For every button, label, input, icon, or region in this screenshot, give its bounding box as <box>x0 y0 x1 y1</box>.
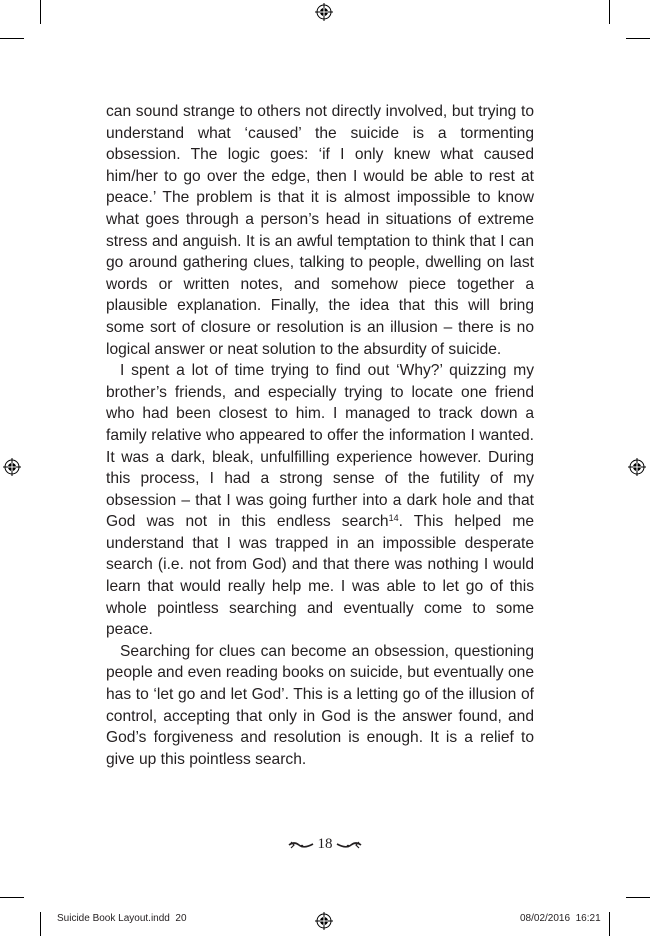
fleuron-left-icon <box>288 840 314 850</box>
slug-file-name: Suicide Book Layout.indd <box>57 913 170 924</box>
page-folio <box>0 836 650 853</box>
crop-mark-bottom-right-horizontal <box>626 897 650 898</box>
registration-mark-icon <box>315 912 333 930</box>
paragraph-text: I spent a lot of time trying to find out ‘Why?’ quizzing my brother’s friends, and especially trying to locate one friend who had been closest to him. I managed to track down a family relative who appeared to offer the information I wanted. It was a dark, bleak, unfulfilling experience however. During this process, I had a strong sense of the futility of my obsession – that I was going further into a dark hole and that God was not in this endless search <box>106 362 534 531</box>
paragraph-text-continued: . This helped me understand that I was trapped in an impossible desperate search (i.e. not from God) and that there was nothing I would learn that would really help me. I was able to let go of this whole pointless searching and eventually come to some peace. <box>106 513 534 639</box>
slug-date: 08/02/2016 <box>520 913 571 924</box>
page-number: 18 <box>317 836 333 852</box>
footnote-reference[interactable]: 14 <box>388 513 399 524</box>
crop-mark-bottom-left-vertical <box>40 912 41 936</box>
crop-mark-top-left-vertical <box>40 0 41 24</box>
registration-mark-icon <box>628 458 646 476</box>
body-text <box>106 101 534 770</box>
fleuron-right-icon <box>336 840 362 850</box>
slug-file-page: 20 <box>175 913 187 924</box>
crop-mark-bottom-right-vertical <box>609 912 610 936</box>
crop-mark-top-right-vertical <box>609 0 610 24</box>
registration-mark-icon <box>3 458 21 476</box>
slug-time: 16:21 <box>575 913 601 924</box>
crop-mark-top-right-horizontal <box>626 38 650 39</box>
slug-file-info <box>57 913 187 924</box>
paragraph: can sound strange to others not directly involved, but trying to understand what ‘caused’ the suicide is a tormenting obsession. The logic goes: ‘if I only knew what caused him/her to go over the edge, then I would be able to rest at peace.’ The problem is that it is almost impossible to know what goes through a person’s head in situations of extreme stress and anguish. It is an awful temptation to think that I can go around gathering clues, talking to people, dwelling on last words or written notes, and somehow piece together a plausible explanation. Finally, the idea that this will bring some sort of closure or resolution is an illusion – there is no logical answer or neat solution to the absurdity of suicide. <box>106 103 534 358</box>
paragraph <box>106 360 534 641</box>
registration-mark-icon <box>315 3 333 21</box>
slug-date-info <box>520 913 601 924</box>
paragraph: Searching for clues can become an obsession, questioning people and even reading books on suicide, but eventually one has to ‘let go and let God’. This is a letting go of the illusion of control, accepting that only in God is the answer found, and God’s forgiveness and resolution is enough. It is a relief to give up this pointless search. <box>106 642 534 768</box>
crop-mark-top-left-horizontal <box>0 38 24 39</box>
crop-mark-bottom-left-horizontal <box>0 897 24 898</box>
